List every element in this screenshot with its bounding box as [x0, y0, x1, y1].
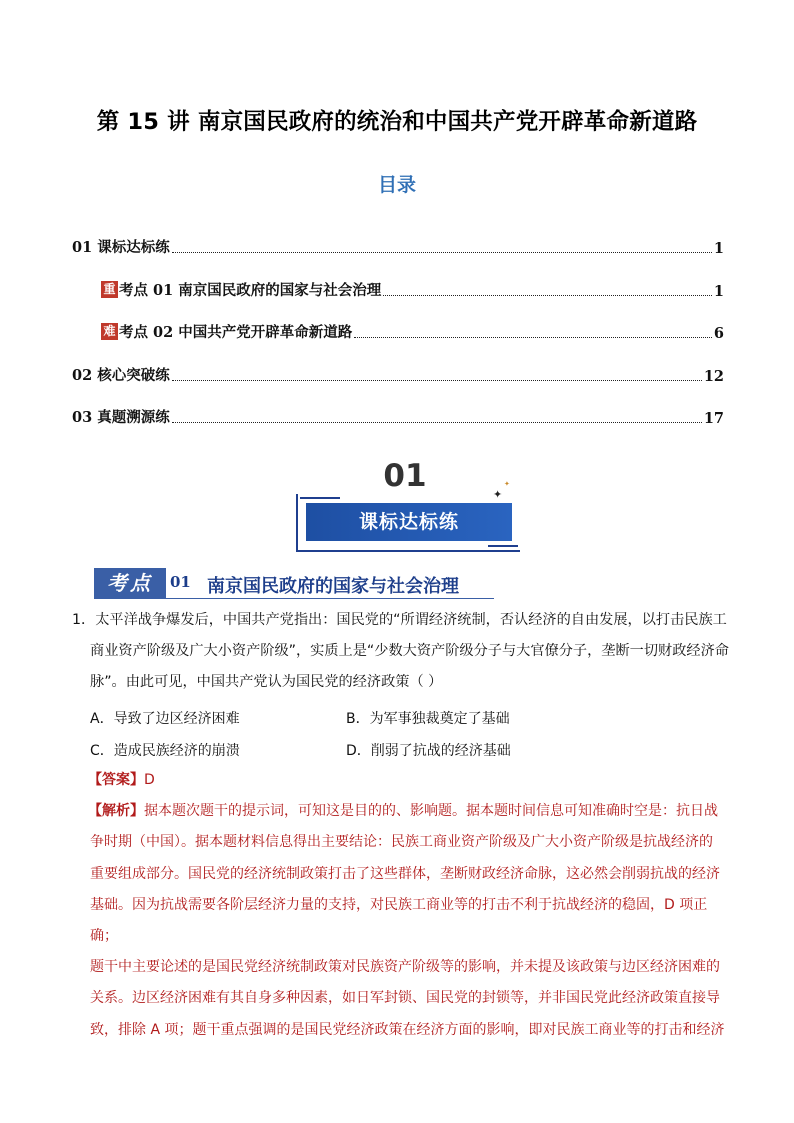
key-point-badge: 重: [101, 281, 118, 298]
toc-leader: [172, 422, 702, 423]
option-c[interactable]: C．造成民族经济的崩溃: [90, 743, 240, 759]
answer-section: [90, 765, 730, 1046]
answer-label: 【答案】: [88, 772, 144, 788]
question-line: 商业资产阶级及广大小资产阶级”，实质上是“少数大资产阶级分子与大官僚分子，垄断一切财政经济命: [90, 643, 729, 659]
toc-entry-label: 01 课标达标练: [72, 239, 170, 256]
toc-entry-1[interactable]: [72, 235, 724, 257]
toc-leader: [172, 252, 712, 253]
toc-page-number: 12: [703, 368, 724, 385]
answer-line: [88, 765, 730, 796]
topic-number: 01: [170, 573, 191, 591]
topic-title: 南京国民政府的国家与社会治理: [207, 576, 459, 597]
analysis-line: 基础。因为抗战需要各阶层经济力量的支持，对民族工商业等的打击不利于抗战经济的稳固，D 项正确；: [90, 896, 708, 945]
toc-entry-3[interactable]: [101, 320, 724, 342]
toc-heading: 目录: [377, 174, 416, 196]
toc-entry-label: 02 核心突破练: [72, 367, 170, 384]
option-b[interactable]: B．为军事独裁奠定了基础: [346, 711, 510, 727]
toc-leader: [172, 380, 702, 381]
analysis-line: 重要组成部分。国民党的经济统制政策打击了这些群体，垄断财政经济命脉，这必然会削弱抗战的经济: [90, 865, 720, 882]
analysis-line: 争时期（中国）。据本题材料信息得出主要结论：民族工商业资产阶级及广大小资产阶级是抗战经济的: [90, 834, 713, 851]
analysis-line: 致，排除 A 项；题干重点强调的是国民党经济政策在经济方面的影响，即对民族工商业等的打击和经济: [90, 1021, 725, 1038]
toc-entry-label: 考点 01 南京国民政府的国家与社会治理: [119, 282, 382, 299]
analysis-line: 关系。边区经济困难有其自身多种因素，如日军封锁、国民党的封锁等，并非国民党此经济政策直接导: [90, 990, 720, 1007]
toc-entry-2[interactable]: [101, 278, 724, 300]
question-stem: [72, 605, 732, 698]
topic-tag: 考点: [94, 568, 166, 598]
analysis-label: 【解析】: [88, 803, 144, 820]
section-banner: 课标达标练: [306, 503, 512, 541]
question-number: 1．: [72, 612, 96, 628]
toc-entry-4[interactable]: [72, 363, 724, 385]
banner-accent-line: [488, 545, 518, 547]
toc-entry-label: 03 真题溯源练: [72, 409, 170, 426]
option-d[interactable]: D．削弱了抗战的经济基础: [346, 743, 511, 759]
option-a[interactable]: A．导致了边区经济困难: [90, 711, 240, 727]
toc-page-number: 1: [713, 283, 724, 300]
section-number: 01: [383, 458, 427, 494]
sparkle-icon: ✦: [493, 488, 503, 501]
toc-entry-label: 考点 02 中国共产党开辟革命新道路: [119, 324, 353, 341]
toc-page-number: 6: [713, 325, 724, 342]
question-line: 脉”。由此可见，中国共产党认为国民党的经济政策（ ）: [90, 674, 443, 690]
page-title: 第 15 讲 南京国民政府的统治和中国共产党开辟革命新道路: [96, 109, 698, 135]
banner-accent-line: [300, 497, 340, 499]
topic-underline: [94, 598, 494, 599]
analysis-line: 题干中主要论述的是国民党经济统制政策对民族资产阶级等的影响，并未提及该政策与边区经济困难的: [90, 959, 720, 976]
toc-entry-5[interactable]: [72, 405, 724, 427]
toc-leader: [354, 337, 712, 338]
toc-leader: [383, 295, 712, 296]
toc-page-number: 1: [713, 240, 724, 257]
analysis-line: 【解析】据本题次题干的提示词，可知这是目的的、影响题。据本题时间信息可知准确时空是：抗日战: [88, 803, 718, 820]
sparkle-icon: ✦: [504, 480, 510, 488]
toc-page-number: 17: [703, 410, 724, 427]
answer-value: D: [144, 772, 155, 788]
question-line: 1．太平洋战争爆发后，中国共产党指出：国民党的“所谓经济统制，否认经济的自由发展，以打击民族工: [72, 612, 727, 628]
difficult-point-badge: 难: [101, 323, 118, 340]
